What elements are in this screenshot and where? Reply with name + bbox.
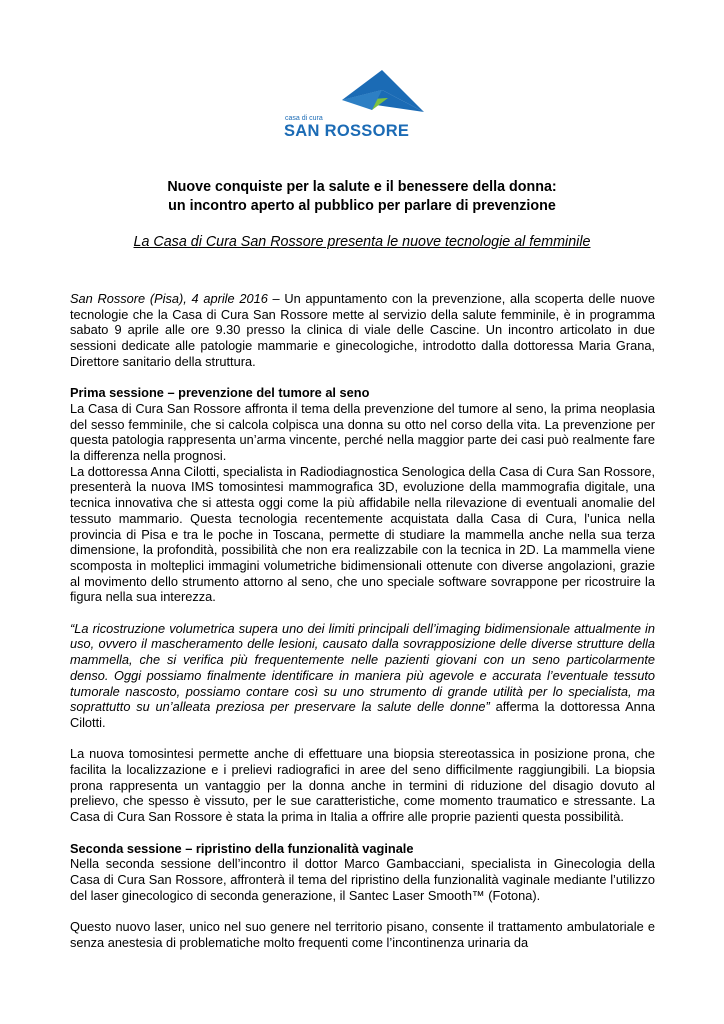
san-rossore-logo [282, 70, 430, 142]
title-line-2: un incontro aperto al pubblico per parlare di prevenzione [168, 198, 556, 214]
press-release-subtitle: La Casa di Cura San Rossore presenta le nuove tecnologie al femminile [133, 234, 591, 250]
dateline: San Rossore (Pisa), 4 aprile 2016 [70, 291, 268, 306]
section-1-paragraph-1: La Casa di Cura San Rossore affronta il tema della prevenzione del tumore al seno, la prima neoplasia del sesso femminile, che si calcola colpisca una donna su otto nel corso della vita. La prevenzione per questa patologia rappresenta un’arma vincente, perché nella maggior parte dei casi può realmente fare la differenza nella prognosi. [70, 400, 655, 464]
section-1-paragraph-2: La dottoressa Anna Cilotti, specialista in Radiodiagnostica Senologica della Casa di Cura San Rossore, presenterà la nuova IMS tomosintesi mammografica 3D, evoluzione della mammografia digitale, una tecnica innovativa che si attesta oggi come la più affidabile nella rilevazione di eventuali anomalie del tessuto mammario. Questa tecnologia recentemente acquistata dalla Casa di Cura, l’unica nella provincia di Pisa e tra le poche in Toscana, permette di studiare la mammella anche nella sua terza dimensione, la profondità, possibilità che non era realizzabile con la tecnica in 2D. La mammella viene scomposta in molteplici immagini volumetriche bidimensionali ottenute con diverse angolazioni, grazie al movimento dello strumento attorno al seno, che uno speciale software sovrappone per ricostruire la figura nella sua interezza. [70, 463, 655, 605]
section-2-paragraph-2: Questo nuovo laser, unico nel suo genere nel territorio pisano, consente il trattamento ambulatoriale e senza anestesia di problematiche molto frequenti come l’incontinenza urinaria da [70, 919, 655, 950]
section-1-paragraph-3: La nuova tomosintesi permette anche di effettuare una biopsia stereotassica in posizione prona, che facilita la localizzazione e i prelievi radiografici in aree del seno difficilmente raggiungibili. La biopsia prona rappresenta un vantaggio per la donna anche in termini di riduzione del disagio dovuto al prelievo, che spesso è vissuto, per le sue caratteristiche, come momento traumatico e stressante. La Casa di Cura San Rossore è stata la prima in Italia a offrire alle proprie pazienti questa possibilità. [70, 746, 655, 825]
section-2-paragraph-1: Nella seconda sessione dell’incontro il dottor Marco Gambacciani, specialista in Ginecologia della Casa di Cura San Rossore, affronterà il tema del ripristino della funzionalità vaginale mediante l’utilizzo del laser ginecologico di seconda generazione, il Santec Laser Smooth™ (Fotona). [70, 856, 655, 903]
article-body [70, 291, 655, 950]
press-release-title [0, 178, 724, 216]
logo-brand-text: SAN ROSSORE [284, 122, 410, 140]
quote-paragraph [70, 621, 655, 731]
intro-text: – Un appuntamento con la prevenzione, alla scoperta delle nuove tecnologie che la Casa di Cura San Rossore mette al servizio della salute femminile, è in programma sabato 9 aprile alle ore 9.30 presso la clinica di viale delle Cascine. Un incontro articolato in due sessioni dedicate alle patologie mammarie e ginecologiche, introdotto dalla dottoressa Maria Grana, Direttore sanitario della struttura. [70, 291, 655, 369]
logo-small-text: casa di cura [285, 115, 323, 122]
quote-text: “La ricostruzione volumetrica supera uno dei limiti principali dell’imaging bidimensionale attualmente in uso, ovvero il mascheramento delle lesioni, causato dalla sovrapposizione delle diverse strutture della mammella, che si verifica più frequentemente nelle pazienti giovani con un seno particolarmente denso. Oggi possiamo finalmente identificare in maniera più agevole e accurata l’eventuale tessuto tumorale nascosto, possiamo contare così su uno strumento di grande utilità per lo specialista, ma soprattutto su un’alleata preziosa per preservare la salute delle donne” [70, 620, 655, 715]
quote-attribution: afferma la dottoressa Anna Cilotti. [70, 699, 655, 730]
title-line-1: Nuove conquiste per la salute e il benessere della donna: [167, 179, 557, 195]
section-2-heading: Seconda sessione – ripristino della funzionalità vaginale [70, 840, 414, 856]
section-1-heading: Prima sessione – prevenzione del tumore al seno [70, 385, 370, 401]
intro-paragraph [70, 291, 655, 370]
